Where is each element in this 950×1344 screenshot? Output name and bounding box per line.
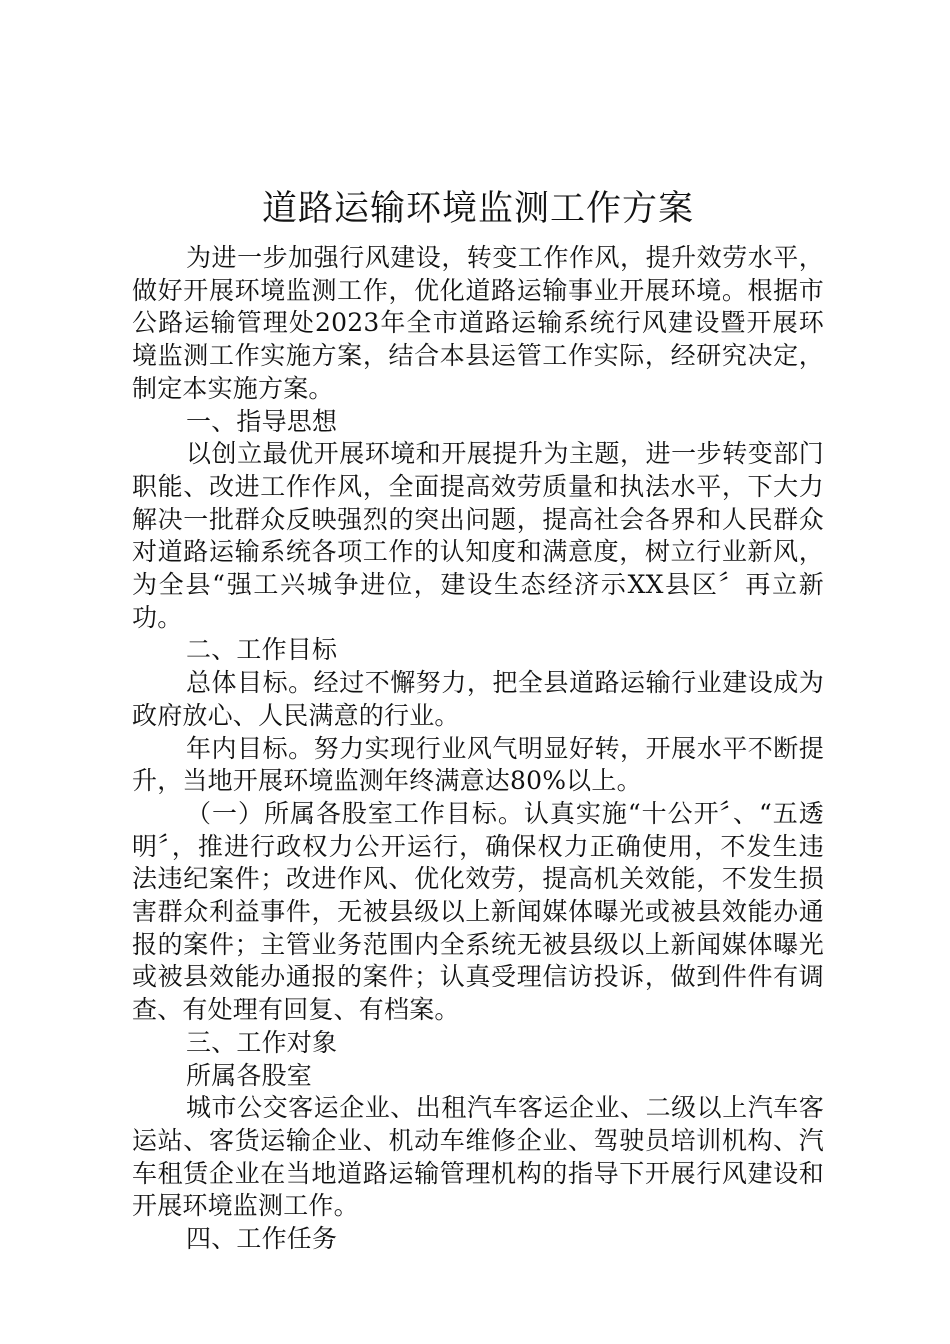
section-heading-work-targets: 三、工作对象 [186,1027,338,1057]
enterprises-paragraph: 城市公交客运企业、出租汽车客运企业、二级以上汽车客运站、客货运输企业、机动车维修企业、驾驶员培训机构、汽车租赁企业在当地道路运输管理机构的指导下开展行风建设和开展环境监测工作。 [132,1093,824,1221]
section-heading-work-goals: 二、工作目标 [186,635,338,665]
overall-goal-paragraph: 总体目标。经过不懈努力，把全县道路运输行业建设成为政府放心、人民满意的行业。 [132,668,824,730]
department-goal-paragraph: （一）所属各股室工作目标。认真实施“十公开〞、“五透明〞，推进行政权力公开运行，确保权力正确使用，不发生违法违纪案件；改进作风、优化效劳，提高机关效能，不发生损害群众利益事件，无被县级以上新闻媒体曝光或被县效能办通报的案件；主管业务范围内全系统无被县级以上新闻媒体曝光或被县效能办通报的案件；认真受理信访投诉，做到件件有调查、有处理有回复、有档案。 [132,798,824,1025]
intro-paragraph: 为进一步加强行风建设，转变工作作风，提升效劳水平，做好开展环境监测工作，优化道路运输事业开展环境。根据市公路运输管理处2023年全市道路运输系统行风建设暨开展环境监测工作实施方案，结合本县运管工作实际，经研究决定，制定本实施方案。 [132,243,824,403]
document-title: 道路运输环境监测工作方案 [261,189,694,229]
section-heading-work-tasks: 四、工作任务 [186,1224,338,1254]
annual-goal-paragraph: 年内目标。努力实现行业风气明显好转，开展水平不断提升，当地开展环境监测年终满意达80%以上。 [132,733,824,796]
document-page [132,178,824,1256]
guiding-ideology-paragraph: 以创立最优开展环境和开展提升为主题，进一步转变部门职能、改进工作作风，全面提高效劳质量和执法水平，下大力解决一批群众反映强烈的突出问题，提高社会各界和人民群众对道路运输系统各项工作的认知度和满意度，树立行业新风，为全县“强工兴城争进位，建设生态经济示XX县区〞再立新功。 [132,439,824,632]
section-heading-guiding-ideology: 一、指导思想 [186,406,338,436]
departments-line: 所属各股室 [186,1060,313,1090]
